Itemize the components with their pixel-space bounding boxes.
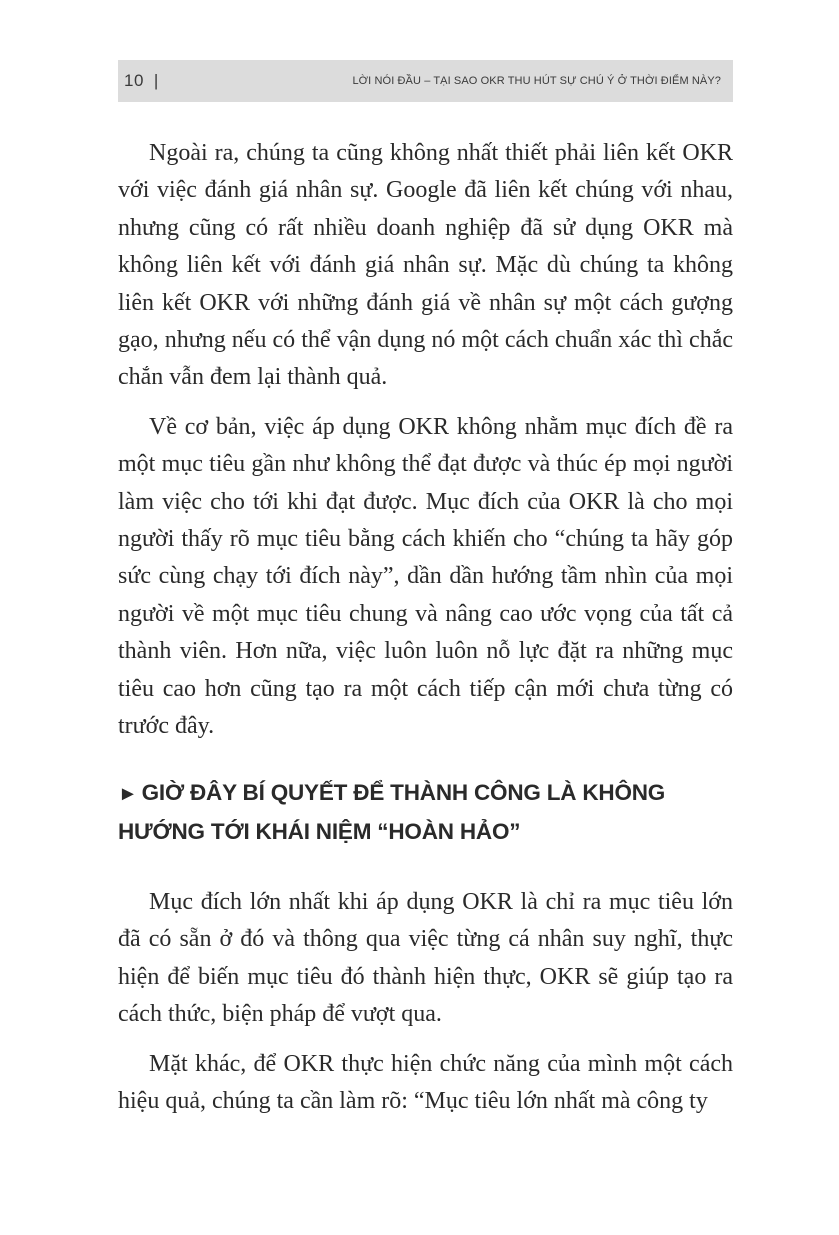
section-heading	[118, 774, 733, 850]
running-title: LỜI NÓI ĐẦU – TẠI SAO OKR THU HÚT SỰ CHÚ Ý Ở THỜI ĐIỂM NÀY?	[352, 75, 721, 87]
running-header	[118, 60, 733, 102]
paragraph: Về cơ bản, việc áp dụng OKR không nhằm mục đích đề ra một mục tiêu gần như không thể đạt được và thúc ép mọi người làm việc cho tới khi đạt được. Mục đích của OKR là cho mọi người thấy rõ mục tiêu bằng cách khiến cho “chúng ta hãy góp sức cùng chạy tới đích này”, dần dần hướng tầm nhìn của mọi người về một mục tiêu chung và nâng cao ước vọng của tất cả thành viên. Hơn nữa, việc luôn luôn nỗ lực đặt ra những mục tiêu cao hơn cũng tạo ra một cách tiếp cận mới chưa từng có trước đây.	[118, 413, 733, 740]
triangle-bullet-icon: ►	[118, 783, 138, 805]
paragraph: Mục đích lớn nhất khi áp dụng OKR là chỉ ra mục tiêu lớn đã có sẵn ở đó và thông qua việc từng cá nhân suy nghĩ, thực hiện để biến mục tiêu đó thành hiện thực, OKR sẽ giúp tạo ra cách thức, biện pháp để vượt qua.	[118, 889, 733, 1028]
body-text-bottom	[118, 884, 733, 1120]
body-text-top	[118, 135, 733, 746]
header-left	[124, 71, 158, 91]
paragraph: Ngoài ra, chúng ta cũng không nhất thiết phải liên kết OKR với việc đánh giá nhân sự. Google đã liên kết chúng với nhau, nhưng cũng có rất nhiều doanh nghiệp đã sử dụng OKR mà không liên kết với đánh giá nhân sự. Mặc dù chúng ta không liên kết OKR với những đánh giá về nhân sự một cách gượng gạo, nhưng nếu có thể vận dụng nó một cách chuẩn xác thì chắc chắn vẫn đem lại thành quả.	[118, 140, 733, 391]
header-separator: |	[153, 71, 159, 90]
paragraph: Mặt khác, để OKR thực hiện chức năng của mình một cách hiệu quả, chúng ta cần làm rõ: “Mục tiêu lớn nhất mà công ty	[118, 1050, 733, 1115]
section-heading-text: GIỜ ĐÂY BÍ QUYẾT ĐỂ THÀNH CÔNG LÀ KHÔNG HƯỚNG TỚI KHÁI NIỆM “HOÀN HẢO”	[118, 780, 666, 844]
page-number: 10	[124, 71, 144, 90]
